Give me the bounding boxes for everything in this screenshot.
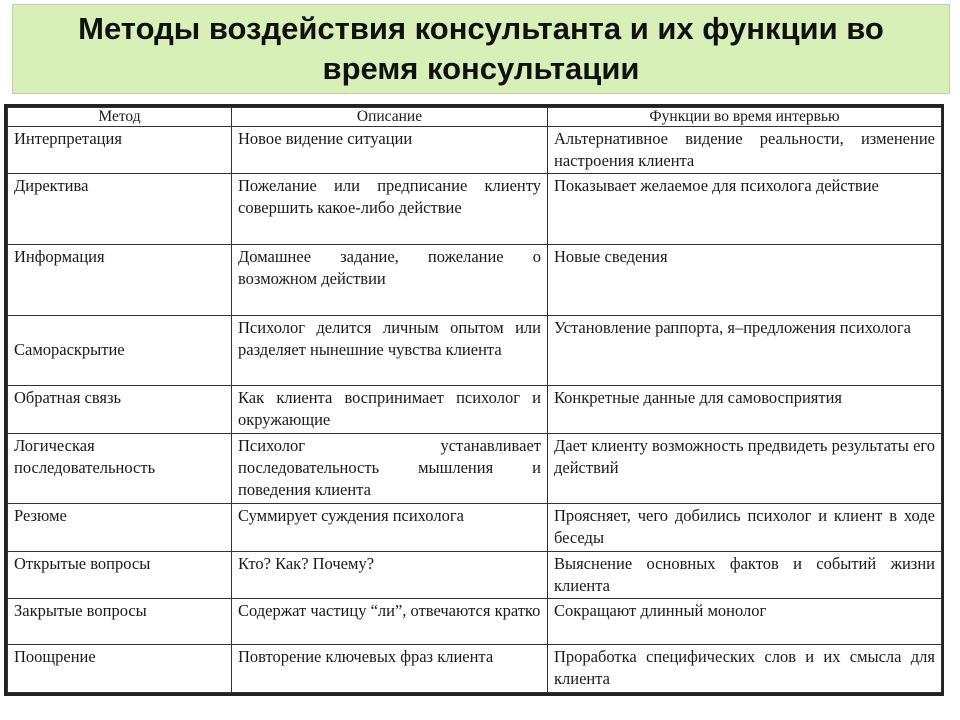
method-cell: Открытые вопросы [8, 551, 232, 598]
description-cell: Пожелание или предписание клиенту совершить какое-либо действие [232, 174, 548, 245]
method-cell: Интерпретация [8, 127, 232, 174]
header-method: Метод [8, 108, 232, 127]
function-cell: Проясняет, чего добились психолог и клиент в ходе беседы [548, 504, 942, 551]
method-cell: Обратная связь [8, 386, 232, 433]
description-cell: Повторение ключевых фраз клиента [232, 645, 548, 693]
table-row [8, 386, 942, 433]
table-row [8, 174, 942, 245]
table-row [8, 645, 942, 693]
description-cell: Как клиента воспринимает психолог и окружающие [232, 386, 548, 433]
table-row [8, 599, 942, 645]
method-cell: Логическая последовательность [8, 433, 232, 504]
method-cell: Информация [8, 245, 232, 316]
method-cell: Резюме [8, 504, 232, 551]
method-cell: Самораскрытие [8, 315, 232, 386]
function-cell: Новые сведения [548, 245, 942, 316]
description-cell: Психолог устанавливает последовательность мышления и поведения клиента [232, 433, 548, 504]
header-function: Функции во время интервью [548, 108, 942, 127]
description-cell: Психолог делится личным опытом или разделяет нынешние чувства клиента [232, 315, 548, 386]
method-cell: Директива [8, 174, 232, 245]
description-cell: Суммирует суждения психолога [232, 504, 548, 551]
function-cell: Проработка специфических слов и их смысла для клиента [548, 645, 942, 693]
table-row [8, 433, 942, 504]
header-description: Описание [232, 108, 548, 127]
method-cell: Закрытые вопросы [8, 599, 232, 645]
description-cell: Содержат частицу “ли”, отвечаются кратко [232, 599, 548, 645]
description-cell: Домашнее задание, пожелание о возможном действии [232, 245, 548, 316]
function-cell: Показывает желаемое для психолога действие [548, 174, 942, 245]
method-cell: Поощрение [8, 645, 232, 693]
title-banner [12, 4, 950, 94]
table-header-row [8, 108, 942, 127]
table-row [8, 315, 942, 386]
function-cell: Альтернативное видение реальности, изменение настроения клиента [548, 127, 942, 174]
page-title: Методы воздействия консультанта и их функции во время консультации [78, 11, 884, 86]
table-row [8, 127, 942, 174]
function-cell: Сокращают длинный монолог [548, 599, 942, 645]
function-cell: Установление раппорта, я–предложения психолога [548, 315, 942, 386]
methods-table [7, 107, 942, 693]
function-cell: Конкретные данные для самовосприятия [548, 386, 942, 433]
methods-table-container [4, 104, 944, 696]
description-cell: Кто? Как? Почему? [232, 551, 548, 598]
function-cell: Дает клиенту возможность предвидеть результаты его действий [548, 433, 942, 504]
description-cell: Новое видение ситуации [232, 127, 548, 174]
function-cell: Выяснение основных фактов и событий жизни клиента [548, 551, 942, 598]
table-row [8, 551, 942, 598]
table-row [8, 504, 942, 551]
table-row [8, 245, 942, 316]
